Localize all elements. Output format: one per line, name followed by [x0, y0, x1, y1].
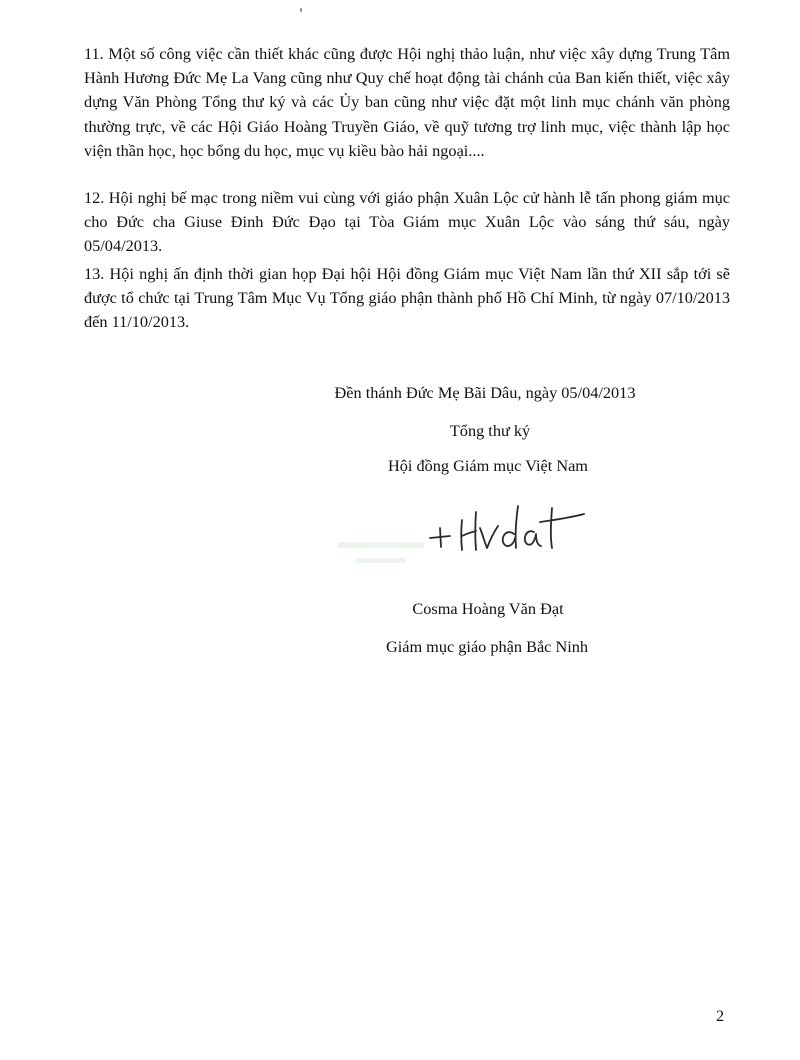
signer-name: Cosma Hoàng Văn Đạt	[412, 599, 564, 618]
signer-role: Giám mục giáo phận Bắc Ninh	[385, 637, 589, 656]
secretary-title: Tổng thư ký	[449, 421, 531, 440]
faint-stamp-mark	[336, 538, 426, 572]
paragraph-12: 12. Hội nghị bế mạc trong niềm vui cùng với giáo phận Xuân Lộc cử hành lễ tấn phong giám mục cho Đức cha Giuse Đinh Đức Đạo tại Tòa Giám mục Xuân Lộc vào sáng thứ sáu, ngày 05/04/2013.	[84, 188, 730, 256]
council-name: Hội đồng Giám mục Việt Nam	[388, 456, 588, 475]
paragraph-11: 11. Một số công việc cần thiết khác cũng được Hội nghị thảo luận, như việc xây dựng Trung Tâm Hành Hương Đức Mẹ La Vang cũng như Quy chế hoạt động tài chánh của Ban kiến thiết, việc xây dựng Văn Phòng Tổng thư ký và các Ủy ban cũng như việc đặt một linh mục chánh văn phòng thường trực, về các Hội Giáo Hoàng Truyền Giáo, về quỹ tương trợ linh mục, việc thành lập học viện thần học, học bổng du học, mục vụ kiều bào hải ngoại....	[84, 44, 730, 160]
handwritten-signature	[424, 498, 594, 558]
page-number: 2	[716, 1006, 725, 1025]
paragraph-13: 13. Hội nghị ấn định thời gian họp Đại hội Hội đồng Giám mục Việt Nam lần thứ XII sắp tới sẽ được tổ chức tại Trung Tâm Mục Vụ Tổng giáo phận thành phố Hồ Chí Minh, từ ngày 07/10/2013 đến 11/10/2013.	[84, 264, 730, 332]
place-date-line: Đền thánh Đức Mẹ Bãi Dâu, ngày 05/04/2013	[334, 383, 636, 402]
scan-speck	[300, 8, 302, 12]
